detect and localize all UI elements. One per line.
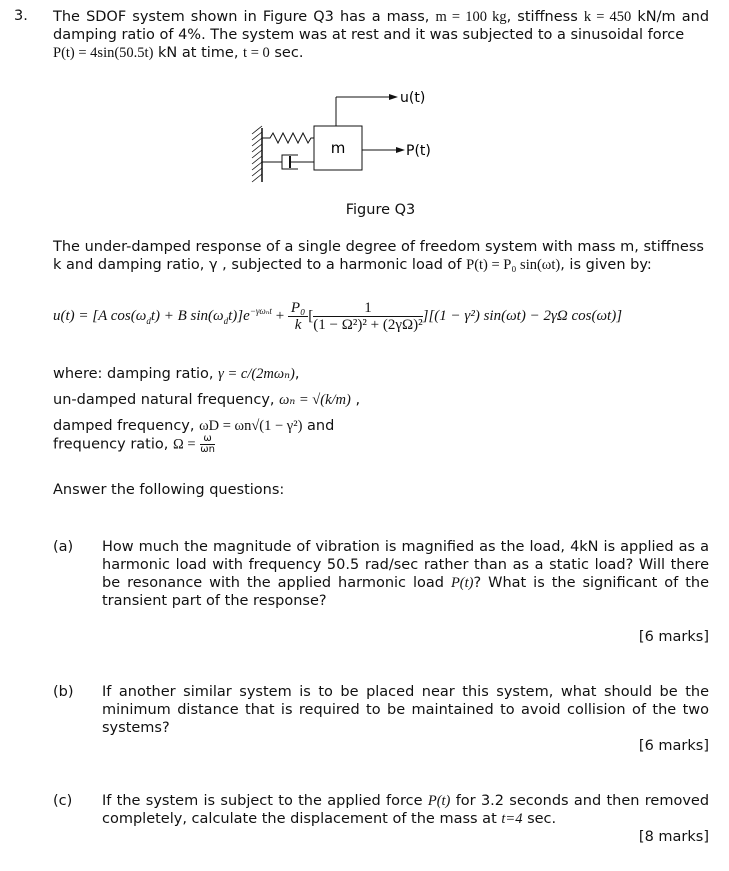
figure-caption: Figure Q3 xyxy=(345,202,416,218)
p-label: P(t) xyxy=(406,143,431,159)
eq-denominator: (1 − Ω²)² + (2γΩ)² xyxy=(313,317,423,333)
stiffness-value: k = 450 xyxy=(583,9,632,25)
eq-one: 1 xyxy=(313,300,422,317)
part-c-label: (c) xyxy=(53,793,73,809)
wall-hatch xyxy=(252,126,262,182)
force-expression: P(t) = 4sin(50.5t) xyxy=(53,45,154,61)
part-c-expr-2: t=4 xyxy=(501,811,523,827)
eq-k: k xyxy=(294,317,302,333)
part-c-text-2: for 3.2 seconds and then removed completely, calculate the displacement of the mass at xyxy=(102,793,710,827)
eq-exponent: −γωₙt xyxy=(249,305,272,316)
eq-plus: + xyxy=(275,307,285,324)
def-ratio-num: ω xyxy=(200,434,215,445)
spring xyxy=(262,133,314,143)
part-c-text-3: sec. xyxy=(527,811,557,827)
def-ratio-fraction xyxy=(200,434,215,455)
mass-value: m = 100 kg xyxy=(435,9,507,25)
intro-text-3: kN at time, xyxy=(158,45,239,61)
eq-p0: P₀ xyxy=(290,300,306,316)
def-damping: where: damping ratio, γ = c/(2mωₙ), xyxy=(53,366,300,382)
part-c-text-1: If the system is subject to the applied force xyxy=(102,793,423,809)
def-natural-label: un-damped natural frequency, xyxy=(53,392,275,408)
eq-sub-d-1: d xyxy=(146,315,151,326)
def-ratio xyxy=(53,434,215,455)
def-ratio-den: ωn xyxy=(200,444,215,455)
def-damping-label: where: damping ratio, xyxy=(53,366,214,382)
def-damping-expr: γ = c/(2mωₙ) xyxy=(218,366,295,382)
mass-label: m xyxy=(330,139,346,157)
part-a-label: (a) xyxy=(53,539,74,555)
stiffness-units: kN/m and xyxy=(637,9,710,25)
theory-load-expression: P(t) = P₀ sin(ωt) xyxy=(466,257,561,273)
part-a-text-2: ? What is the significant of the transient part of the response? xyxy=(102,575,710,609)
def-natural: un-damped natural frequency, ωₙ = √(k/m) , xyxy=(53,392,361,408)
eq-p0-over-k xyxy=(288,300,308,333)
intro-stiffness: stiffness xyxy=(517,9,578,25)
part-a-marks: [6 marks] xyxy=(638,629,709,645)
eq-dynamic-factor xyxy=(313,300,422,333)
def-ratio-lhs: Ω = xyxy=(173,436,196,453)
question-intro: The SDOF system shown in Figure Q3 has a mass, m = 100 kg, stiffness k = 450 kN/m and damping ratio of 4%. The system was at rest and it was subjected to a sinusoidal force xyxy=(53,9,710,43)
def-natural-expr: ωₙ = √(k/m) xyxy=(279,392,351,408)
intro-text-1: The SDOF system shown in Figure Q3 has a mass, xyxy=(53,9,430,25)
part-a-text-1: How much the magnitude of vibration is magnified as the load, 4kN is applied as a harmonic load with frequency 50.5 rad/sec rather than as a static load? Will there be resonance with the applied harmonic load xyxy=(102,539,709,591)
part-c-text xyxy=(102,792,709,828)
question-number: 3. xyxy=(14,8,28,24)
force-arrow xyxy=(362,147,405,153)
time-expression: t = 0 xyxy=(243,45,270,61)
def-damped-expr: ωD = ωn√(1 − γ²) xyxy=(199,418,303,434)
part-b-label: (b) xyxy=(53,684,74,700)
response-equation: u(t) = [A $\cos(\omega_dt) + B$ $\sin(\omega_dt)]e^{-\gamma\omega_nt}$ + $\frac{\text{P₀}}{k}$ [ $\frac{1}{\text{(1 − Ω²)² + (2γΩ)²}}$ ][(1 − γ²) sin(ωt) − 2γΩ cos(ωt)] xyxy=(53,300,623,333)
def-ratio-label: frequency ratio, xyxy=(53,436,169,453)
def-damped-label: damped frequency, xyxy=(53,418,195,434)
theory-line-2 xyxy=(53,256,713,274)
part-b-text: If another similar system is to be placed near this system, what should be the minimum distance that is required to be maintained to avoid collision of the two systems? xyxy=(102,684,709,736)
intro-text-3-end: sec. xyxy=(274,45,304,61)
question-intro-line3 xyxy=(53,44,303,62)
damper xyxy=(262,155,314,169)
part-a-text xyxy=(102,538,709,610)
answer-prompt: Answer the following questions: xyxy=(53,482,285,498)
part-c-marks: [8 marks] xyxy=(638,829,709,845)
def-damped xyxy=(53,417,334,435)
theory-line-2-start: k and damping ratio, γ , subjected to a harmonic load of xyxy=(53,257,462,273)
def-and: and xyxy=(307,418,335,434)
intro-text-2: damping ratio of 4%. The system was at rest and it was subjected to a sinusoidal force xyxy=(53,27,685,43)
eq-lhs: u(t) = [A cos(ω xyxy=(53,307,147,324)
sdof-figure xyxy=(240,80,460,190)
part-a-expr: P(t) xyxy=(450,575,474,591)
eq-transient-mid: t) + B sin(ω xyxy=(150,307,224,324)
part-b-marks: [6 marks] xyxy=(638,738,709,754)
u-label: u(t) xyxy=(400,90,426,106)
theory-line-1: The under-damped response of a single degree of freedom system with mass m, stiffness xyxy=(53,239,704,255)
eq-steady-state: ][(1 − γ²) sin(ωt) − 2γΩ cos(ωt)] xyxy=(422,307,623,324)
eq-transient-end: t)]e xyxy=(228,307,250,324)
eq-sub-d-2: d xyxy=(223,315,229,326)
theory-line-2-end: , is given by: xyxy=(560,257,652,273)
displacement-arrow xyxy=(336,94,398,126)
part-c-expr: P(t) xyxy=(427,793,451,809)
